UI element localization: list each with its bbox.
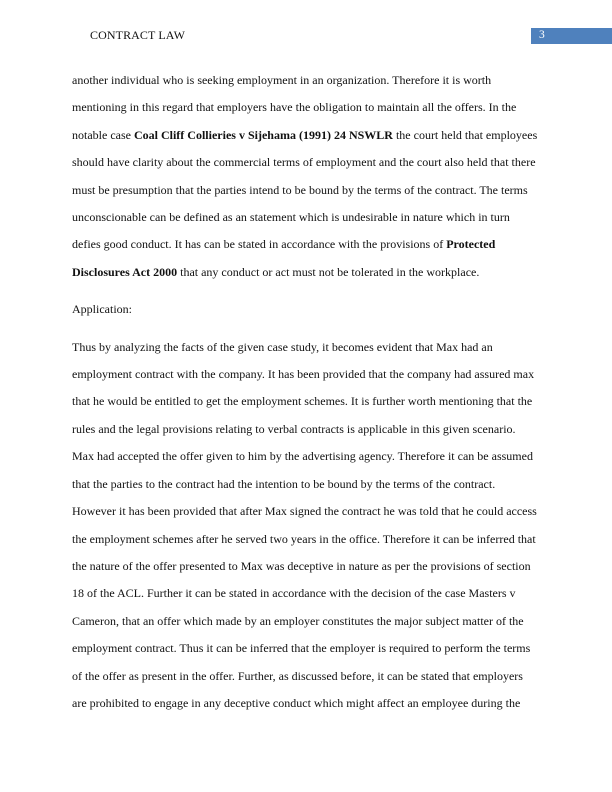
text-line bbox=[72, 231, 542, 258]
text-run: that any conduct or act must not be tolerated in the workplace. bbox=[177, 264, 480, 279]
text-line: 18 of the ACL. Further it can be stated in accordance with the decision of the case Masters v bbox=[72, 586, 516, 601]
text-line: mentioning in this regard that employers have the obligation to maintain all the offers. In the bbox=[72, 100, 517, 115]
page-number-box bbox=[531, 28, 612, 44]
text-line: unconscionable can be defined as an statement which is undesirable in nature which in turn bbox=[72, 210, 510, 225]
page-number: 3 bbox=[539, 29, 545, 41]
text-line: Thus by analyzing the facts of the given case study, it becomes evident that Max had an bbox=[72, 339, 493, 354]
text-line: However it has been provided that after Max signed the contract he was told that he could access bbox=[72, 504, 537, 519]
text-run: notable case bbox=[72, 127, 134, 142]
text-line: that the parties to the contract had the intention to be bound by the terms of the contract. bbox=[72, 476, 496, 491]
text-line: the employment schemes after he served two years in the office. Therefore it can be inferred that bbox=[72, 531, 536, 546]
statute-name: Disclosures Act 2000 bbox=[72, 264, 178, 279]
section-heading: Application: bbox=[72, 302, 132, 317]
text-line: employment contract. Thus it can be inferred that the employer is required to perform the terms bbox=[72, 641, 531, 656]
text-line: Cameron, that an offer which made by an employer constitutes the major subject matter of the bbox=[72, 613, 524, 628]
text-line: another individual who is seeking employment in an organization. Therefore it is worth bbox=[72, 73, 492, 87]
paragraph-application bbox=[72, 334, 542, 718]
paragraph-rule bbox=[72, 67, 542, 286]
page-header bbox=[0, 28, 612, 44]
text-line bbox=[72, 122, 542, 149]
text-line: of the offer as present in the offer. Further, as discussed before, it can be stated that employers bbox=[72, 668, 523, 683]
statute-name: Protected bbox=[446, 237, 496, 252]
case-citation: Coal Cliff Collieries v Sijehama (1991) 24 NSWLR bbox=[133, 127, 393, 142]
text-line: should have clarity about the commercial terms of employment and the court also held that there bbox=[72, 155, 536, 170]
text-run: defies good conduct. It has can be stated in accordance with the provisions of bbox=[72, 237, 447, 252]
text-line: that he would be entitled to get the employment schemes. It is further worth mentioning that the bbox=[72, 394, 533, 409]
document-body bbox=[72, 67, 542, 717]
text-line: Max had accepted the offer given to him by the advertising agency. Therefore it can be assumed bbox=[72, 449, 533, 464]
text-line: the nature of the offer presented to Max was deceptive in nature as per the provisions of section bbox=[72, 558, 531, 573]
text-line: rules and the legal provisions relating to verbal contracts is applicable in this given scenario. bbox=[72, 421, 516, 436]
text-line: must be presumption that the parties intend to be bound by the terms of the contract. The terms bbox=[72, 182, 528, 197]
text-run: the court held that employees bbox=[392, 127, 538, 142]
text-line: are prohibited to engage in any deceptive conduct which might affect an employee during the bbox=[72, 695, 521, 710]
running-head-title: CONTRACT LAW bbox=[90, 28, 186, 42]
text-line bbox=[72, 259, 542, 286]
text-line: employment contract with the company. It has been provided that the company had assured max bbox=[72, 367, 535, 382]
